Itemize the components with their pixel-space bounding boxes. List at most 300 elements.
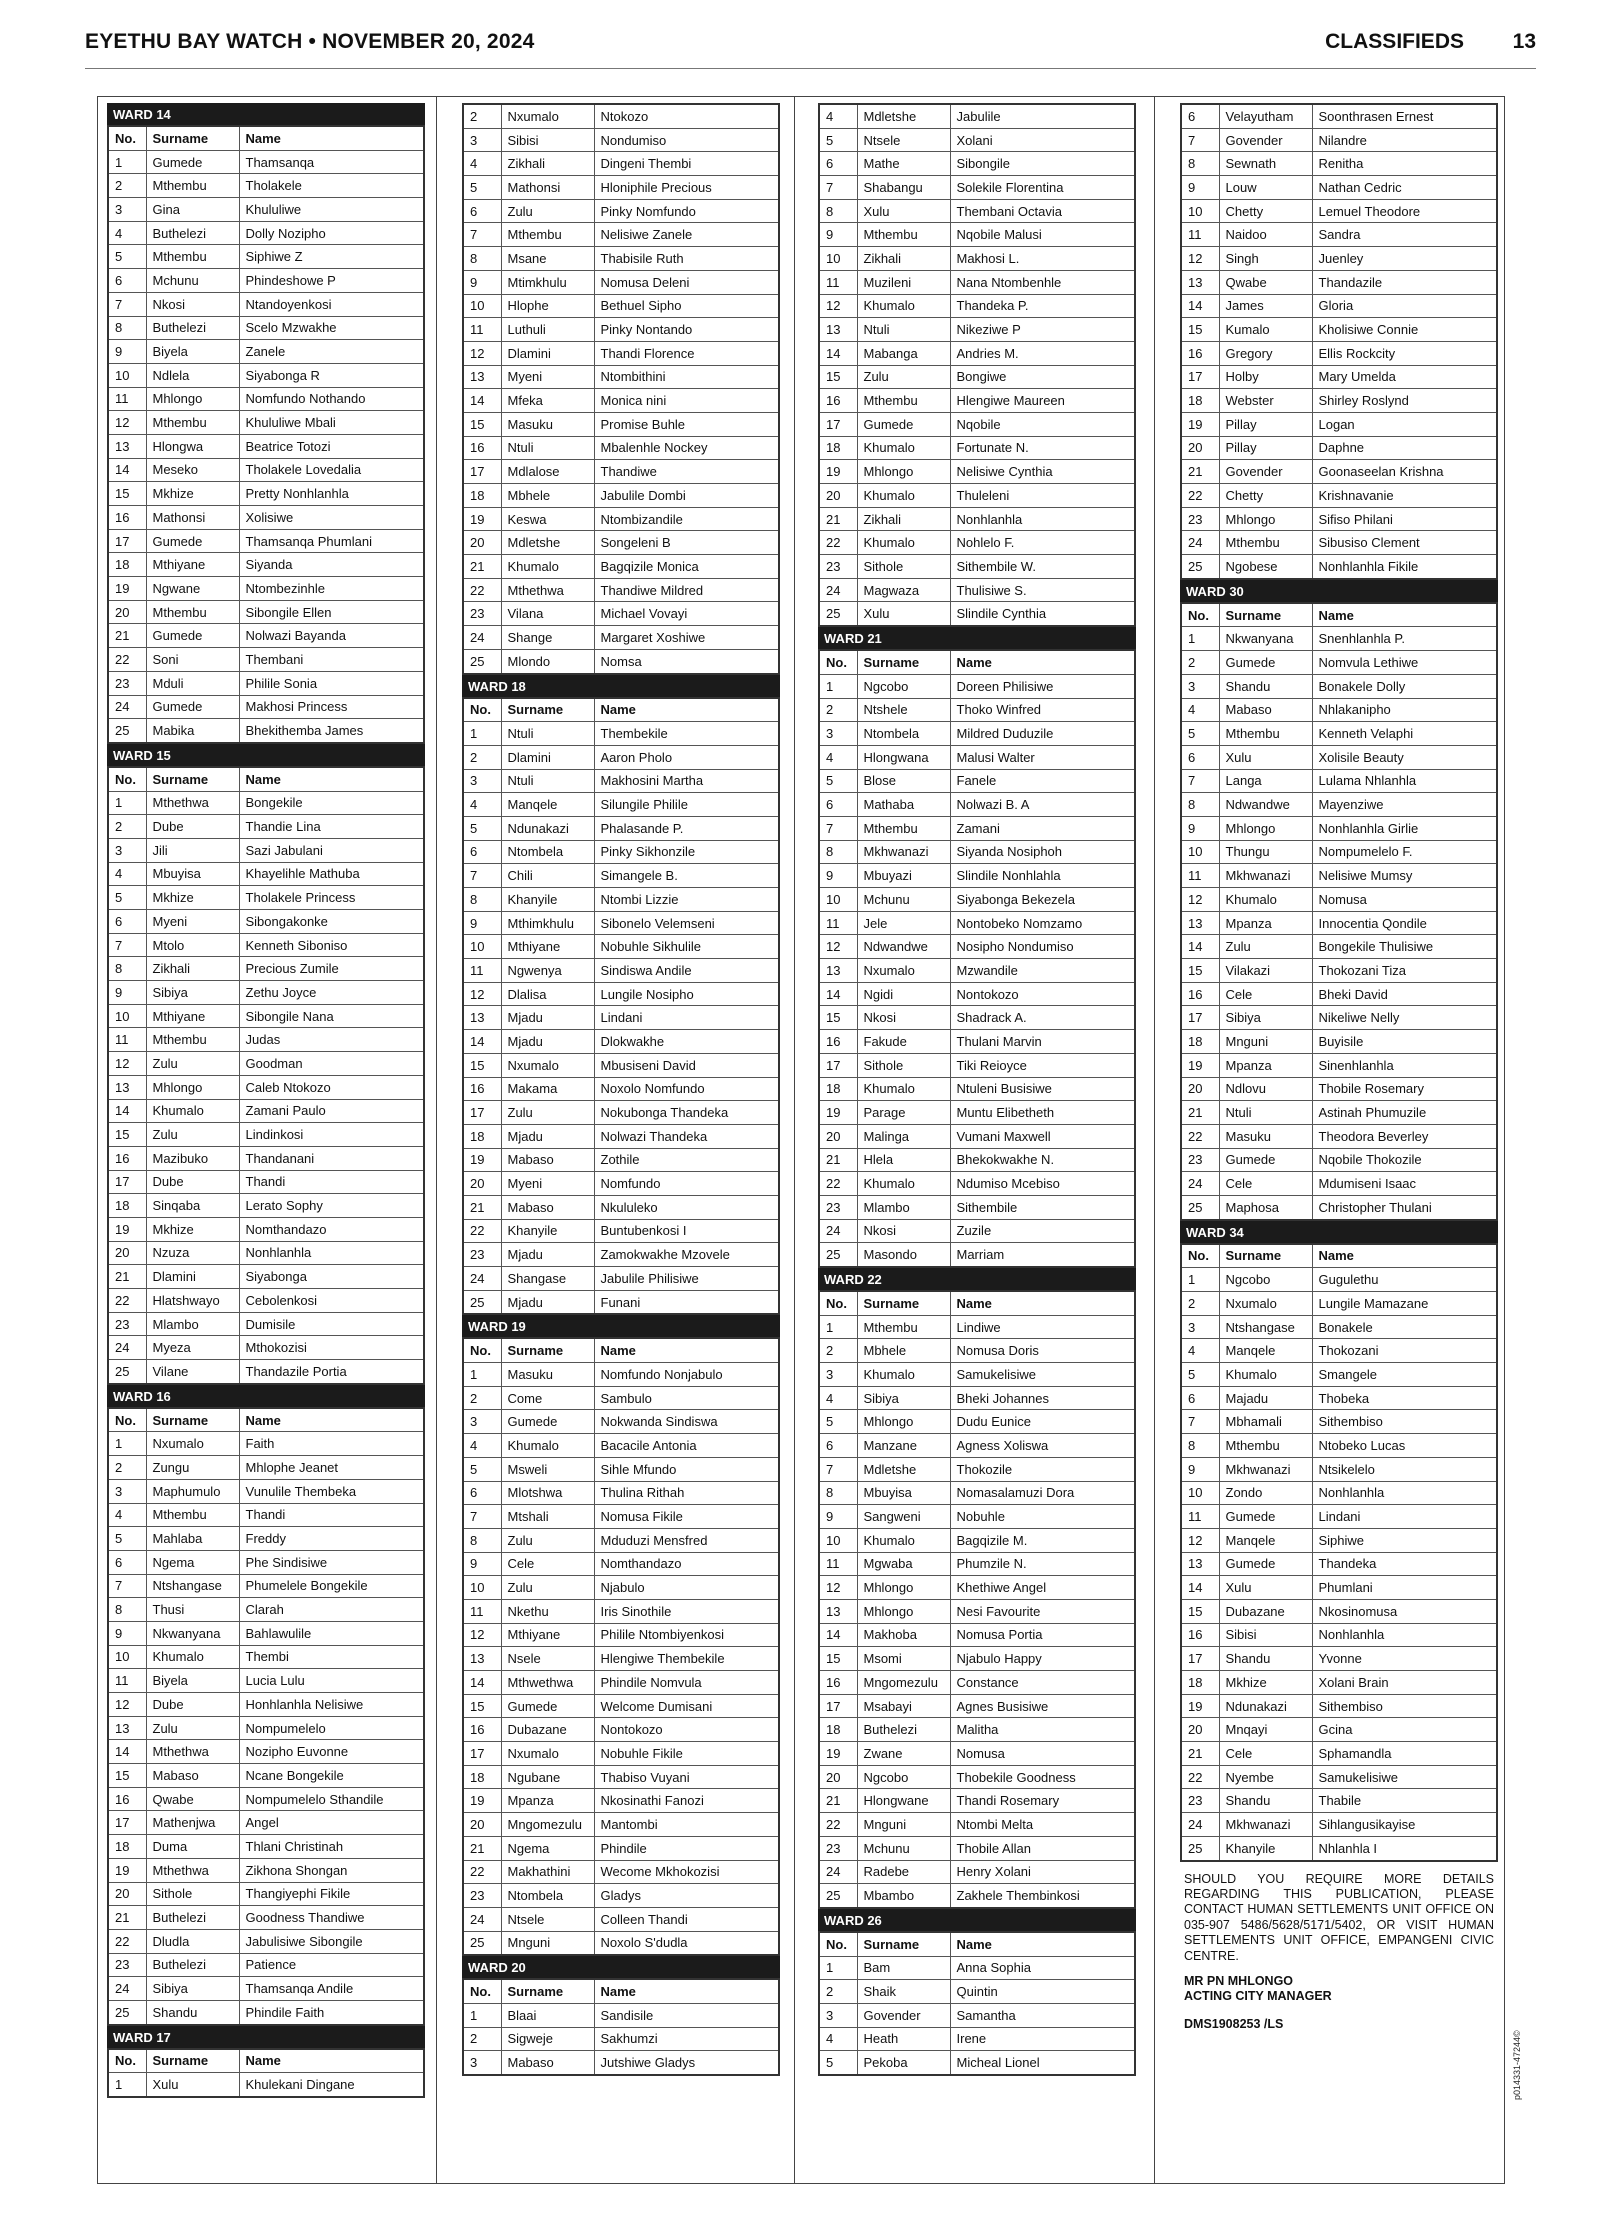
row-surname: Shandu [146,2000,239,2024]
ward-heading: WARD 22 [818,1268,1136,1290]
row-name: Thamsanqa [239,150,424,174]
row-name: Logan [1312,412,1497,436]
table-row [819,365,1135,389]
table-row [819,816,1135,840]
row-number: 1 [1181,627,1219,651]
table-row [1181,1718,1497,1742]
row-surname: Mbuyisa [146,862,239,886]
row-surname: Hlongwane [857,1789,950,1813]
row-surname: Buthelezi [146,1906,239,1930]
row-number: 4 [1181,698,1219,722]
row-name: Welcome Dumisani [594,1694,779,1718]
table-row [819,1339,1135,1363]
row-number: 9 [108,1621,146,1645]
table-row [108,1858,424,1882]
table-row [819,1195,1135,1219]
row-number: 19 [819,1101,857,1125]
row-name: Njabulo [594,1576,779,1600]
signatory-name: MR PN MHLONGO [1184,1973,1294,1988]
row-number: 3 [819,1363,857,1387]
row-name: Philile Ntombiyenkosi [594,1623,779,1647]
table-row [819,674,1135,698]
row-name: Siyabonga Bekezela [950,888,1135,912]
row-number: 1 [819,1315,857,1339]
signatory-title: ACTING CITY MANAGER [1184,1989,1332,2004]
table-row [463,484,779,508]
table-row [108,174,424,198]
row-number: 8 [108,316,146,340]
row-name: Cebolenkosi [239,1289,424,1313]
row-name: Nathan Cedric [1312,176,1497,200]
table-row [108,2073,424,2097]
row-name: Mhlophe Jeanet [239,1456,424,1480]
table-row [463,152,779,176]
row-surname: Masuku [501,1363,594,1387]
row-surname: Mthiyane [501,935,594,959]
row-name: Sithembile W. [950,555,1135,579]
row-surname: Webster [1219,389,1312,413]
row-surname: Khumalo [857,294,950,318]
row-number: 14 [463,1030,501,1054]
row-name: Makhosini Martha [594,769,779,793]
page-number: 13 [1512,30,1536,53]
table-row [819,1884,1135,1908]
column-header-name: Name [1312,603,1497,627]
row-name: Sithembiso [1312,1410,1497,1434]
row-number: 20 [1181,436,1219,460]
row-name: Khayelihle Mathuba [239,862,424,886]
row-surname: Zungu [146,1456,239,1480]
row-name: Thabile [1312,1789,1497,1813]
row-surname: Dube [146,1693,239,1717]
table-row [108,1787,424,1811]
row-number: 17 [463,1101,501,1125]
table-row [819,1528,1135,1552]
row-number: 7 [463,223,501,247]
table-row [1181,888,1497,912]
table-row [108,1929,424,1953]
row-name: Xolani Brain [1312,1671,1497,1695]
row-number: 12 [108,411,146,435]
row-surname: Buthelezi [146,1953,239,1977]
row-surname: Zikhali [146,957,239,981]
row-surname: Masondo [857,1243,950,1267]
row-number: 5 [819,2051,857,2075]
row-name: Thabiso Vuyani [594,1765,779,1789]
row-name: Nqobile Thokozile [1312,1148,1497,1172]
row-surname: Shandu [1219,1789,1312,1813]
table-row [819,341,1135,365]
row-number: 6 [463,199,501,223]
table-row [463,2051,779,2075]
row-surname: Ngwane [146,577,239,601]
ward-heading: WARD 20 [462,1956,780,1978]
row-surname: Mabaso [501,1148,594,1172]
table-row [108,1194,424,1218]
row-name: Thoko Winfred [950,698,1135,722]
row-surname: Nxumalo [146,1432,239,1456]
row-name: Ntombi Melta [950,1813,1135,1837]
row-name: Lindani [594,1006,779,1030]
row-surname: Sibiya [1219,1006,1312,1030]
row-number: 2 [108,174,146,198]
row-name: Zikhona Shongan [239,1858,424,1882]
row-number: 19 [819,460,857,484]
table-header-row [463,698,779,722]
row-name: Henry Xolani [950,1860,1135,1884]
table-row [463,888,779,912]
row-number: 1 [463,1363,501,1387]
row-name: Wecome Mkhokozisi [594,1860,779,1884]
table-row [463,1836,779,1860]
table-row [1181,1505,1497,1529]
column-header-surname: Surname [501,1338,594,1362]
row-number: 11 [819,1552,857,1576]
row-surname: Ntuli [501,722,594,746]
row-number: 16 [463,436,501,460]
table-row [463,1243,779,1267]
row-surname: Govender [1219,128,1312,152]
row-number: 21 [1181,1101,1219,1125]
row-surname: Manqele [1219,1339,1312,1363]
row-number: 24 [819,1860,857,1884]
column-header-surname: Surname [146,767,239,791]
column-header-name: Name [239,2049,424,2073]
table-row [819,1694,1135,1718]
table-row [108,933,424,957]
row-name: Nomfundo Nonjabulo [594,1363,779,1387]
row-surname: Mhlongo [1219,816,1312,840]
row-name: Buyisile [1312,1030,1497,1054]
table-row [108,245,424,269]
table-row [1181,1386,1497,1410]
table-row [1181,152,1497,176]
row-name: Jutshiwe Gladys [594,2051,779,2075]
table-row [108,1977,424,2001]
row-surname: Khumalo [501,555,594,579]
row-name: Sazi Jabulani [239,838,424,862]
row-surname: Mthethwa [146,1740,239,1764]
row-surname: Ngema [501,1836,594,1860]
row-number: 4 [108,221,146,245]
row-name: Thabisile Ruth [594,247,779,271]
table-row [819,1813,1135,1837]
ward-column-4-tables [1180,103,1498,1862]
table-row [463,104,779,128]
row-surname: Malinga [857,1124,950,1148]
table-row [1181,460,1497,484]
column-header-no: No. [819,650,857,674]
table-row [819,1481,1135,1505]
row-name: Andries M. [950,341,1135,365]
row-name: Slindile Cynthia [950,602,1135,626]
row-surname: Mthethwa [501,578,594,602]
column-header-no: No. [108,1408,146,1432]
table-row [1181,1836,1497,1860]
column-header-no: No. [463,1338,501,1362]
row-surname: Ngcobo [857,1765,950,1789]
row-number: 7 [1181,769,1219,793]
row-number: 8 [819,1481,857,1505]
row-surname: Mthembu [146,245,239,269]
row-number: 1 [819,1956,857,1980]
row-number: 12 [1181,888,1219,912]
row-number: 7 [108,292,146,316]
row-number: 19 [463,1148,501,1172]
row-name: Sindiswa Andile [594,959,779,983]
row-surname: Magwaza [857,578,950,602]
column-header-no: No. [463,698,501,722]
table-row [463,1884,779,1908]
row-number: 12 [108,1693,146,1717]
row-number: 15 [819,1647,857,1671]
row-surname: Ngcobo [857,674,950,698]
row-surname: Mfeka [501,389,594,413]
row-name: Sinenhlanhla [1312,1053,1497,1077]
column-divider [436,97,437,2183]
row-name: Judas [239,1028,424,1052]
row-number: 24 [463,1267,501,1291]
row-number: 7 [108,933,146,957]
table-row [819,864,1135,888]
row-surname: Khumalo [857,531,950,555]
row-surname: Gumede [146,529,239,553]
row-number: 5 [463,1457,501,1481]
table-row [1181,1077,1497,1101]
row-number: 13 [1181,911,1219,935]
row-number: 17 [463,1742,501,1766]
row-number: 3 [108,838,146,862]
ward-column-3 [818,103,1136,2076]
row-surname: Gumede [146,624,239,648]
column-header-no: No. [108,767,146,791]
table-row [108,624,424,648]
ward-heading: WARD 19 [462,1315,780,1337]
row-surname: Mabaso [146,1764,239,1788]
row-name: Nikeliwe Nelly [1312,1006,1497,1030]
row-name: Tholakele [239,174,424,198]
row-number: 8 [463,1528,501,1552]
row-surname: Sithole [857,1053,950,1077]
row-name: Zakhele Thembinkosi [950,1884,1135,1908]
row-number: 5 [1181,1363,1219,1387]
row-number: 22 [1181,484,1219,508]
row-name: Makhosi L. [950,247,1135,271]
table-header-row [819,1291,1135,1315]
row-number: 21 [819,1148,857,1172]
row-name: Nokubonga Thandeka [594,1101,779,1125]
table-row [108,671,424,695]
row-surname: Mlambo [146,1312,239,1336]
row-number: 22 [463,1219,501,1243]
row-number: 21 [108,1906,146,1930]
table-row [1181,223,1497,247]
table-row [463,365,779,389]
row-name: Goodman [239,1052,424,1076]
row-number: 24 [108,695,146,719]
table-row [108,553,424,577]
row-number: 9 [819,1505,857,1529]
table-row [108,340,424,364]
row-surname: Mhlongo [146,1075,239,1099]
row-number: 16 [108,1787,146,1811]
column-header-no: No. [819,1291,857,1315]
row-number: 3 [463,769,501,793]
row-number: 22 [819,1813,857,1837]
row-surname: Mngomezulu [857,1671,950,1695]
row-name: Khululiwe [239,198,424,222]
ward-table [462,697,780,1316]
table-row [1181,1434,1497,1458]
table-row [108,1456,424,1480]
row-number: 17 [819,1694,857,1718]
row-number: 13 [819,1599,857,1623]
row-surname: Mtimkhulu [501,270,594,294]
row-name: Kenneth Velaphi [1312,722,1497,746]
row-name: Sandra [1312,223,1497,247]
row-number: 22 [108,1289,146,1313]
row-number: 20 [108,1241,146,1265]
row-surname: Cele [1219,982,1312,1006]
row-name: Innocentia Qondile [1312,911,1497,935]
row-surname: Hlongwa [146,434,239,458]
row-surname: Nkosi [857,1006,950,1030]
table-row [1181,1006,1497,1030]
row-number: 19 [1181,1694,1219,1718]
row-number: 12 [463,982,501,1006]
row-name: Nomusa [950,1742,1135,1766]
row-surname: Kumalo [1219,318,1312,342]
table-row [463,1671,779,1695]
row-surname: Mjadu [501,1030,594,1054]
row-name: Sibongile Nana [239,1004,424,1028]
row-surname: Ntshele [857,698,950,722]
row-number: 5 [819,769,857,793]
table-row [463,1718,779,1742]
row-number: 25 [463,1290,501,1314]
row-number: 16 [108,1146,146,1170]
row-number: 18 [1181,389,1219,413]
row-name: Nozipho Euvonne [239,1740,424,1764]
row-number: 6 [463,1481,501,1505]
table-row [819,1006,1135,1030]
column-header-surname: Surname [1219,1244,1312,1268]
row-name: Honhlanhla Nelisiwe [239,1693,424,1717]
row-name: Bongekile [239,791,424,815]
row-surname: Mthembu [1219,722,1312,746]
row-number: 11 [463,1599,501,1623]
row-surname: Mlondo [501,649,594,673]
row-surname: Sibiya [857,1386,950,1410]
table-row [819,294,1135,318]
row-number: 22 [463,1860,501,1884]
table-row [463,935,779,959]
row-number: 4 [108,1503,146,1527]
row-number: 20 [819,484,857,508]
row-number: 6 [108,1550,146,1574]
row-surname: Mduli [146,671,239,695]
row-number: 18 [819,1718,857,1742]
row-name: Thandazile [1312,270,1497,294]
table-row [108,1217,424,1241]
row-surname: Pekoba [857,2051,950,2075]
table-row [1181,1124,1497,1148]
column-header-name: Name [594,698,779,722]
row-name: Khulekani Dingane [239,2073,424,2097]
row-number: 22 [108,1929,146,1953]
row-number: 1 [108,791,146,815]
table-row [463,1860,779,1884]
row-surname: Mabika [146,719,239,743]
row-number: 25 [108,719,146,743]
table-row [108,815,424,839]
row-surname: Govender [857,2003,950,2027]
row-number: 9 [463,1552,501,1576]
row-number: 8 [463,247,501,271]
row-name: Bahlawulile [239,1621,424,1645]
row-number: 10 [108,1645,146,1669]
table-row [819,1742,1135,1766]
row-number: 20 [463,531,501,555]
row-number: 23 [463,602,501,626]
row-number: 13 [819,959,857,983]
row-surname: Jili [146,838,239,862]
row-number: 9 [1181,1457,1219,1481]
row-number: 7 [819,816,857,840]
table-row [819,2003,1135,2027]
ward-table [1180,103,1498,580]
row-name: Mary Umelda [1312,365,1497,389]
row-surname: Mhlongo [857,1576,950,1600]
row-surname: Zulu [1219,935,1312,959]
row-name: Iris Sinothile [594,1599,779,1623]
table-row [463,318,779,342]
row-number: 16 [108,506,146,530]
row-number: 6 [1181,745,1219,769]
table-row [819,722,1135,746]
table-header-row [108,126,424,150]
row-name: Phindeshowe P [239,269,424,293]
row-number: 4 [463,152,501,176]
table-row [463,412,779,436]
row-surname: Shandu [1219,674,1312,698]
row-surname: Mgwaba [857,1552,950,1576]
row-name: Nomusa [1312,888,1497,912]
table-row [108,1004,424,1028]
row-surname: Nxumalo [501,1053,594,1077]
row-surname: Sibiya [146,981,239,1005]
table-row [463,1931,779,1955]
row-name: Nondumiso [594,128,779,152]
ward-heading: WARD 15 [107,744,425,766]
row-name: Thobile Rosemary [1312,1077,1497,1101]
row-number: 18 [108,553,146,577]
row-number: 8 [108,1598,146,1622]
row-surname: Msweli [501,1457,594,1481]
column-header-no: No. [1181,603,1219,627]
table-row [463,982,779,1006]
row-name: Sibongile Ellen [239,600,424,624]
row-number: 20 [1181,1718,1219,1742]
table-row [819,1219,1135,1243]
table-row [819,152,1135,176]
row-name: Ntokozo [594,104,779,128]
row-name: Ellis Rockcity [1312,341,1497,365]
row-name: Astinah Phumuzile [1312,1101,1497,1125]
column-header-no: No. [1181,1244,1219,1268]
row-number: 1 [1181,1268,1219,1292]
row-name: Sithembiso [1312,1694,1497,1718]
